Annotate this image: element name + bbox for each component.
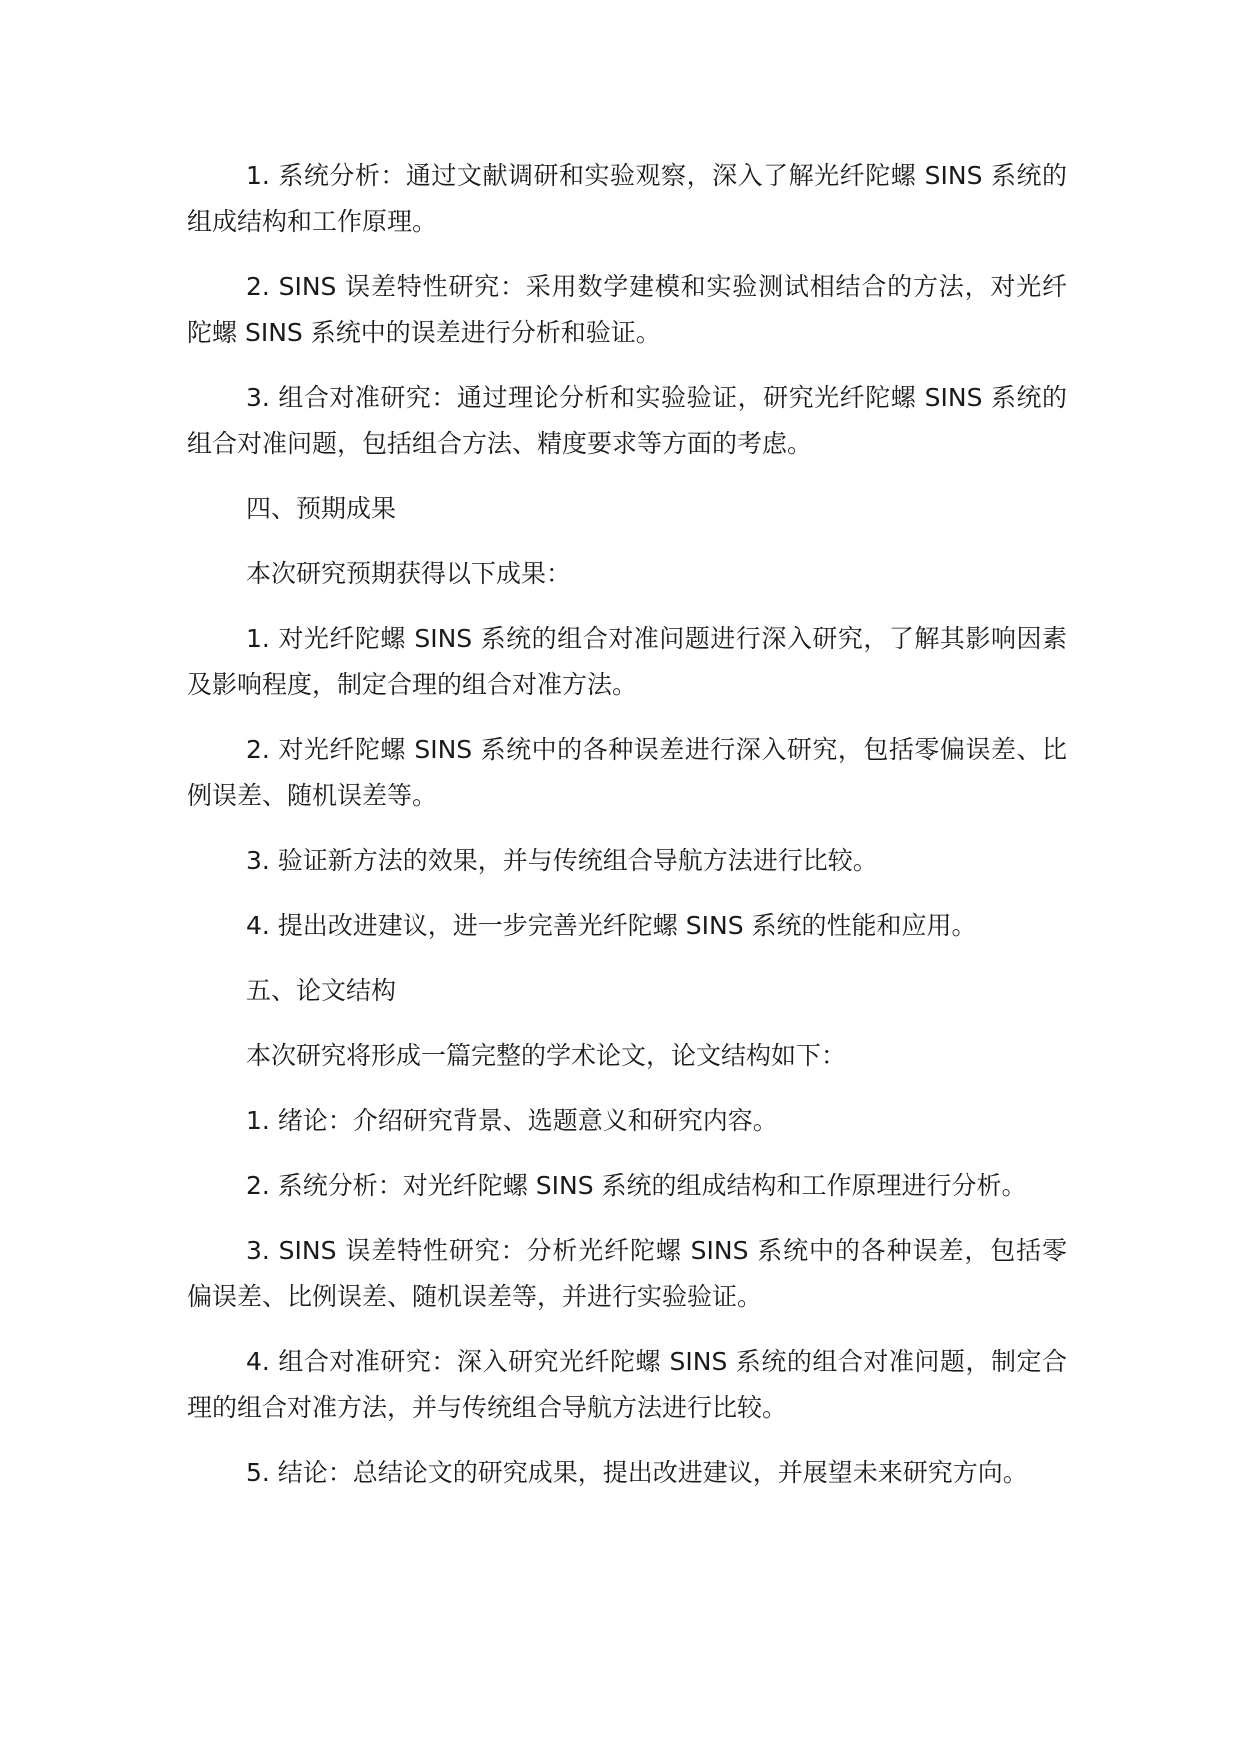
paragraph-result-1: 1. 对光纤陀螺 SINS 系统的组合对准问题进行深入研究，了解其影响因素及影响程度，制定合理的组合对准方法。 xyxy=(187,624,1067,699)
paragraph-structure-3: 3. SINS 误差特性研究：分析光纤陀螺 SINS 系统中的各种误差，包括零偏误差、比例误差、随机误差等，并进行实验验证。 xyxy=(187,1236,1067,1311)
section-heading-thesis-structure: 五、论文结构 xyxy=(246,976,397,1005)
paragraph-result-2: 2. 对光纤陀螺 SINS 系统中的各种误差进行深入研究，包括零偏误差、比例误差、随机误差等。 xyxy=(187,735,1067,810)
section-heading-expected-results: 四、预期成果 xyxy=(246,494,397,523)
paragraph-structure-5: 5. 结论：总结论文的研究成果，提出改进建议，并展望未来研究方向。 xyxy=(246,1458,1028,1487)
paragraph-result-4: 4. 提出改进建议，进一步完善光纤陀螺 SINS 系统的性能和应用。 xyxy=(246,911,977,940)
paragraph-method-1: 1. 系统分析：通过文献调研和实验观察，深入了解光纤陀螺 SINS 系统的组成结构和工作原理。 xyxy=(187,161,1067,236)
paragraph-structure-4: 4. 组合对准研究：深入研究光纤陀螺 SINS 系统的组合对准问题，制定合理的组合对准方法，并与传统组合导航方法进行比较。 xyxy=(187,1347,1067,1422)
paragraph-result-3: 3. 验证新方法的效果，并与传统组合导航方法进行比较。 xyxy=(246,846,878,875)
paragraph-method-2: 2. SINS 误差特性研究：采用数学建模和实验测试相结合的方法，对光纤陀螺 SINS 系统中的误差进行分析和验证。 xyxy=(187,272,1067,347)
paragraph-structure-intro: 本次研究将形成一篇完整的学术论文，论文结构如下： xyxy=(246,1041,847,1070)
paragraph-results-intro: 本次研究预期获得以下成果： xyxy=(246,559,572,588)
document-body xyxy=(187,153,1067,1515)
paragraph-structure-2: 2. 系统分析：对光纤陀螺 SINS 系统的组成结构和工作原理进行分析。 xyxy=(246,1171,1027,1200)
paragraph-method-3: 3. 组合对准研究：通过理论分析和实验验证，研究光纤陀螺 SINS 系统的组合对准问题，包括组合方法、精度要求等方面的考虑。 xyxy=(187,383,1067,458)
paragraph-structure-1: 1. 绪论：介绍研究背景、选题意义和研究内容。 xyxy=(246,1106,778,1135)
